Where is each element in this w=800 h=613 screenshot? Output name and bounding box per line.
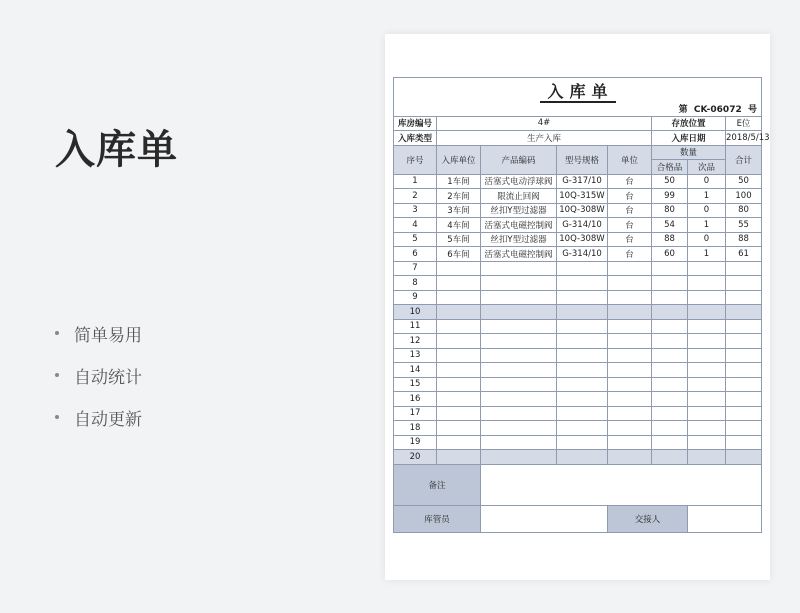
row-total[interactable]: [726, 261, 762, 276]
row-seq: 12: [394, 334, 437, 349]
table-row: [394, 334, 762, 349]
row-model[interactable]: G-317/10: [557, 174, 608, 189]
row-code[interactable]: 活塞式电磁控制阀: [481, 218, 557, 233]
row-total[interactable]: 50: [726, 174, 762, 189]
row-total[interactable]: [726, 377, 762, 392]
row-model[interactable]: [557, 276, 608, 291]
location-label: 存放位置: [652, 116, 726, 131]
row-total[interactable]: 88: [726, 232, 762, 247]
form-number-prefix: 第: [678, 105, 688, 116]
feature-item: [55, 312, 142, 354]
row-good[interactable]: [652, 276, 688, 291]
bullet-dot-icon: [55, 373, 59, 377]
row-dept[interactable]: [437, 319, 481, 334]
row-total[interactable]: 100: [726, 189, 762, 204]
table-row: [394, 261, 762, 276]
warehouse-entry-form: [393, 77, 770, 533]
row-good[interactable]: [652, 435, 688, 450]
row-seq: 14: [394, 363, 437, 378]
row-seq: 1: [394, 174, 437, 189]
row-unit[interactable]: [608, 435, 652, 450]
remarks-label: 备注: [394, 464, 481, 505]
row-good[interactable]: 99: [652, 189, 688, 204]
row-unit[interactable]: [608, 305, 652, 320]
row-code[interactable]: [481, 435, 557, 450]
row-total[interactable]: [726, 392, 762, 407]
keeper-field[interactable]: [481, 505, 608, 532]
row-unit[interactable]: 台: [608, 203, 652, 218]
row-good[interactable]: [652, 261, 688, 276]
row-defect[interactable]: [688, 377, 726, 392]
row-code[interactable]: [481, 305, 557, 320]
form-number-row: [394, 102, 762, 116]
row-seq: 20: [394, 450, 437, 465]
row-unit[interactable]: 台: [608, 232, 652, 247]
row-defect[interactable]: [688, 290, 726, 305]
row-dept[interactable]: [437, 348, 481, 363]
feature-label: 自动更新: [74, 409, 142, 430]
row-unit[interactable]: [608, 450, 652, 465]
header-seq: 序号: [394, 145, 437, 174]
bullet-dot-icon: [55, 415, 59, 419]
row-dept[interactable]: [437, 305, 481, 320]
row-total[interactable]: [726, 319, 762, 334]
header-total: 合计: [726, 145, 762, 174]
row-good[interactable]: [652, 392, 688, 407]
row-defect[interactable]: 0: [688, 174, 726, 189]
row-unit[interactable]: 台: [608, 189, 652, 204]
table-row: [394, 232, 762, 247]
table-row: [394, 363, 762, 378]
row-code[interactable]: [481, 348, 557, 363]
row-unit[interactable]: [608, 406, 652, 421]
table-row: [394, 247, 762, 262]
row-dept[interactable]: [437, 450, 481, 465]
row-defect[interactable]: 0: [688, 232, 726, 247]
row-seq: 9: [394, 290, 437, 305]
row-defect[interactable]: [688, 319, 726, 334]
row-good[interactable]: [652, 377, 688, 392]
row-model[interactable]: [557, 406, 608, 421]
row-seq: 6: [394, 247, 437, 262]
feature-label: 简单易用: [74, 325, 142, 346]
row-good[interactable]: [652, 334, 688, 349]
row-total[interactable]: [726, 276, 762, 291]
row-model[interactable]: [557, 421, 608, 436]
row-dept[interactable]: [437, 334, 481, 349]
warehouse-no-value[interactable]: 4#: [437, 116, 652, 131]
row-total[interactable]: [726, 290, 762, 305]
warehouse-no-label: 库房编号: [394, 116, 437, 131]
row-model[interactable]: [557, 261, 608, 276]
row-model[interactable]: 10Q-315W: [557, 189, 608, 204]
form-title-row: [394, 78, 762, 103]
row-dept[interactable]: [437, 377, 481, 392]
form-title: 入库单: [540, 82, 616, 103]
table-row: [394, 450, 762, 465]
header-code: 产品编码: [481, 145, 557, 174]
header-dept: 入库单位: [437, 145, 481, 174]
row-defect[interactable]: [688, 406, 726, 421]
feature-item: [55, 396, 142, 438]
row-seq: 7: [394, 261, 437, 276]
row-unit[interactable]: [608, 392, 652, 407]
row-good[interactable]: [652, 290, 688, 305]
row-model[interactable]: G-314/10: [557, 218, 608, 233]
row-code[interactable]: [481, 290, 557, 305]
row-code[interactable]: [481, 421, 557, 436]
keeper-label: 库管员: [394, 505, 481, 532]
row-unit[interactable]: [608, 319, 652, 334]
feature-list: [55, 312, 142, 438]
handover-label: 交接人: [608, 505, 688, 532]
row-good[interactable]: 54: [652, 218, 688, 233]
row-seq: 2: [394, 189, 437, 204]
date-value[interactable]: 2018/5/13: [726, 131, 762, 146]
row-defect[interactable]: [688, 276, 726, 291]
row-seq: 15: [394, 377, 437, 392]
table-row: [394, 276, 762, 291]
row-good[interactable]: [652, 348, 688, 363]
row-code[interactable]: [481, 334, 557, 349]
row-model[interactable]: 10Q-308W: [557, 232, 608, 247]
header-qty: 数量: [652, 145, 726, 160]
form-title-cell: [394, 78, 762, 103]
row-dept[interactable]: [437, 392, 481, 407]
row-defect[interactable]: [688, 261, 726, 276]
location-value[interactable]: E位: [726, 116, 762, 131]
row-total[interactable]: 80: [726, 203, 762, 218]
row-total[interactable]: [726, 334, 762, 349]
row-model[interactable]: [557, 334, 608, 349]
row-defect[interactable]: [688, 348, 726, 363]
row-defect[interactable]: [688, 305, 726, 320]
row-dept[interactable]: [437, 435, 481, 450]
row-seq: 17: [394, 406, 437, 421]
form-footer: [394, 464, 762, 532]
row-good[interactable]: 80: [652, 203, 688, 218]
row-model[interactable]: [557, 377, 608, 392]
type-value[interactable]: 生产入库: [437, 131, 652, 146]
row-code[interactable]: 活塞式电磁控制阀: [481, 247, 557, 262]
row-dept[interactable]: 4车间: [437, 218, 481, 233]
table-row: [394, 189, 762, 204]
row-defect[interactable]: [688, 421, 726, 436]
row-code[interactable]: 限流止回阀: [481, 189, 557, 204]
row-good[interactable]: [652, 319, 688, 334]
row-good[interactable]: [652, 305, 688, 320]
row-good[interactable]: [652, 450, 688, 465]
row-good[interactable]: [652, 363, 688, 378]
handover-field[interactable]: [688, 505, 762, 532]
info-row-2: [394, 131, 762, 146]
row-good[interactable]: 88: [652, 232, 688, 247]
row-dept[interactable]: [437, 261, 481, 276]
row-seq: 3: [394, 203, 437, 218]
row-dept[interactable]: 3车间: [437, 203, 481, 218]
row-model[interactable]: [557, 363, 608, 378]
type-label: 入库类型: [394, 131, 437, 146]
row-dept[interactable]: [437, 363, 481, 378]
table-row: [394, 305, 762, 320]
row-total[interactable]: [726, 348, 762, 363]
signature-row: [394, 505, 762, 532]
row-unit[interactable]: [608, 276, 652, 291]
table-row: [394, 348, 762, 363]
row-unit[interactable]: [608, 377, 652, 392]
row-seq: 5: [394, 232, 437, 247]
row-model[interactable]: [557, 348, 608, 363]
feature-label: 自动统计: [74, 367, 142, 388]
row-dept[interactable]: [437, 421, 481, 436]
row-unit[interactable]: [608, 421, 652, 436]
row-model[interactable]: [557, 319, 608, 334]
info-row-1: [394, 116, 762, 131]
header-good: 合格品: [652, 160, 688, 175]
row-code[interactable]: 丝扣Y型过滤器: [481, 232, 557, 247]
feature-item: [55, 354, 142, 396]
row-code[interactable]: [481, 363, 557, 378]
row-dept[interactable]: 1车间: [437, 174, 481, 189]
row-code[interactable]: [481, 276, 557, 291]
row-good[interactable]: 50: [652, 174, 688, 189]
row-seq: 8: [394, 276, 437, 291]
row-defect[interactable]: [688, 450, 726, 465]
row-unit[interactable]: 台: [608, 247, 652, 262]
row-unit[interactable]: 台: [608, 218, 652, 233]
table-row: [394, 290, 762, 305]
row-dept[interactable]: [437, 276, 481, 291]
row-seq: 4: [394, 218, 437, 233]
row-defect[interactable]: [688, 392, 726, 407]
row-seq: 19: [394, 435, 437, 450]
row-defect[interactable]: [688, 334, 726, 349]
row-unit[interactable]: [608, 290, 652, 305]
row-defect[interactable]: 1: [688, 189, 726, 204]
row-good[interactable]: 60: [652, 247, 688, 262]
row-total[interactable]: [726, 435, 762, 450]
row-total[interactable]: [726, 421, 762, 436]
row-total[interactable]: [726, 406, 762, 421]
row-dept[interactable]: [437, 290, 481, 305]
row-dept[interactable]: 2车间: [437, 189, 481, 204]
table-row: [394, 406, 762, 421]
row-seq: 16: [394, 392, 437, 407]
row-total[interactable]: [726, 363, 762, 378]
table-row: [394, 203, 762, 218]
row-defect[interactable]: [688, 435, 726, 450]
row-code[interactable]: [481, 392, 557, 407]
row-model[interactable]: [557, 450, 608, 465]
row-model[interactable]: [557, 435, 608, 450]
row-code[interactable]: 活塞式电动浮球阀: [481, 174, 557, 189]
row-unit[interactable]: [608, 261, 652, 276]
slide-title: 入库单: [55, 127, 178, 173]
table-row: [394, 435, 762, 450]
row-code[interactable]: [481, 261, 557, 276]
row-code[interactable]: 丝扣Y型过滤器: [481, 203, 557, 218]
row-unit[interactable]: [608, 334, 652, 349]
row-model[interactable]: [557, 392, 608, 407]
header-unit: 单位: [608, 145, 652, 174]
row-model[interactable]: 10Q-308W: [557, 203, 608, 218]
form-number-suffix: 号: [748, 105, 758, 116]
row-dept[interactable]: [437, 406, 481, 421]
form-paper: [385, 34, 770, 580]
data-rows: [394, 174, 762, 464]
row-seq: 11: [394, 319, 437, 334]
header-model: 型号规格: [557, 145, 608, 174]
row-unit[interactable]: [608, 348, 652, 363]
row-total[interactable]: 61: [726, 247, 762, 262]
row-code[interactable]: [481, 406, 557, 421]
date-label: 入库日期: [652, 131, 726, 146]
row-code[interactable]: [481, 450, 557, 465]
remarks-row: [394, 464, 762, 505]
row-unit[interactable]: [608, 363, 652, 378]
header-defect: 次品: [688, 160, 726, 175]
row-model[interactable]: G-314/10: [557, 247, 608, 262]
row-defect[interactable]: 1: [688, 247, 726, 262]
table-row: [394, 377, 762, 392]
bullet-dot-icon: [55, 331, 59, 335]
table-row: [394, 319, 762, 334]
row-defect[interactable]: 1: [688, 218, 726, 233]
row-dept[interactable]: 5车间: [437, 232, 481, 247]
form-number: CK-06072: [693, 105, 742, 116]
row-unit[interactable]: 台: [608, 174, 652, 189]
header-row: [394, 145, 762, 160]
row-model[interactable]: [557, 305, 608, 320]
row-defect[interactable]: [688, 363, 726, 378]
form-number-cell: [394, 102, 762, 116]
row-seq: 10: [394, 305, 437, 320]
row-seq: 18: [394, 421, 437, 436]
table-row: [394, 218, 762, 233]
remarks-field[interactable]: [481, 464, 762, 505]
row-seq: 13: [394, 348, 437, 363]
row-total[interactable]: 55: [726, 218, 762, 233]
row-dept[interactable]: 6车间: [437, 247, 481, 262]
row-good[interactable]: [652, 406, 688, 421]
row-total[interactable]: [726, 305, 762, 320]
row-total[interactable]: [726, 450, 762, 465]
table-row: [394, 421, 762, 436]
row-good[interactable]: [652, 421, 688, 436]
table-row: [394, 174, 762, 189]
row-defect[interactable]: 0: [688, 203, 726, 218]
row-code[interactable]: [481, 319, 557, 334]
table-row: [394, 392, 762, 407]
row-model[interactable]: [557, 290, 608, 305]
row-code[interactable]: [481, 377, 557, 392]
